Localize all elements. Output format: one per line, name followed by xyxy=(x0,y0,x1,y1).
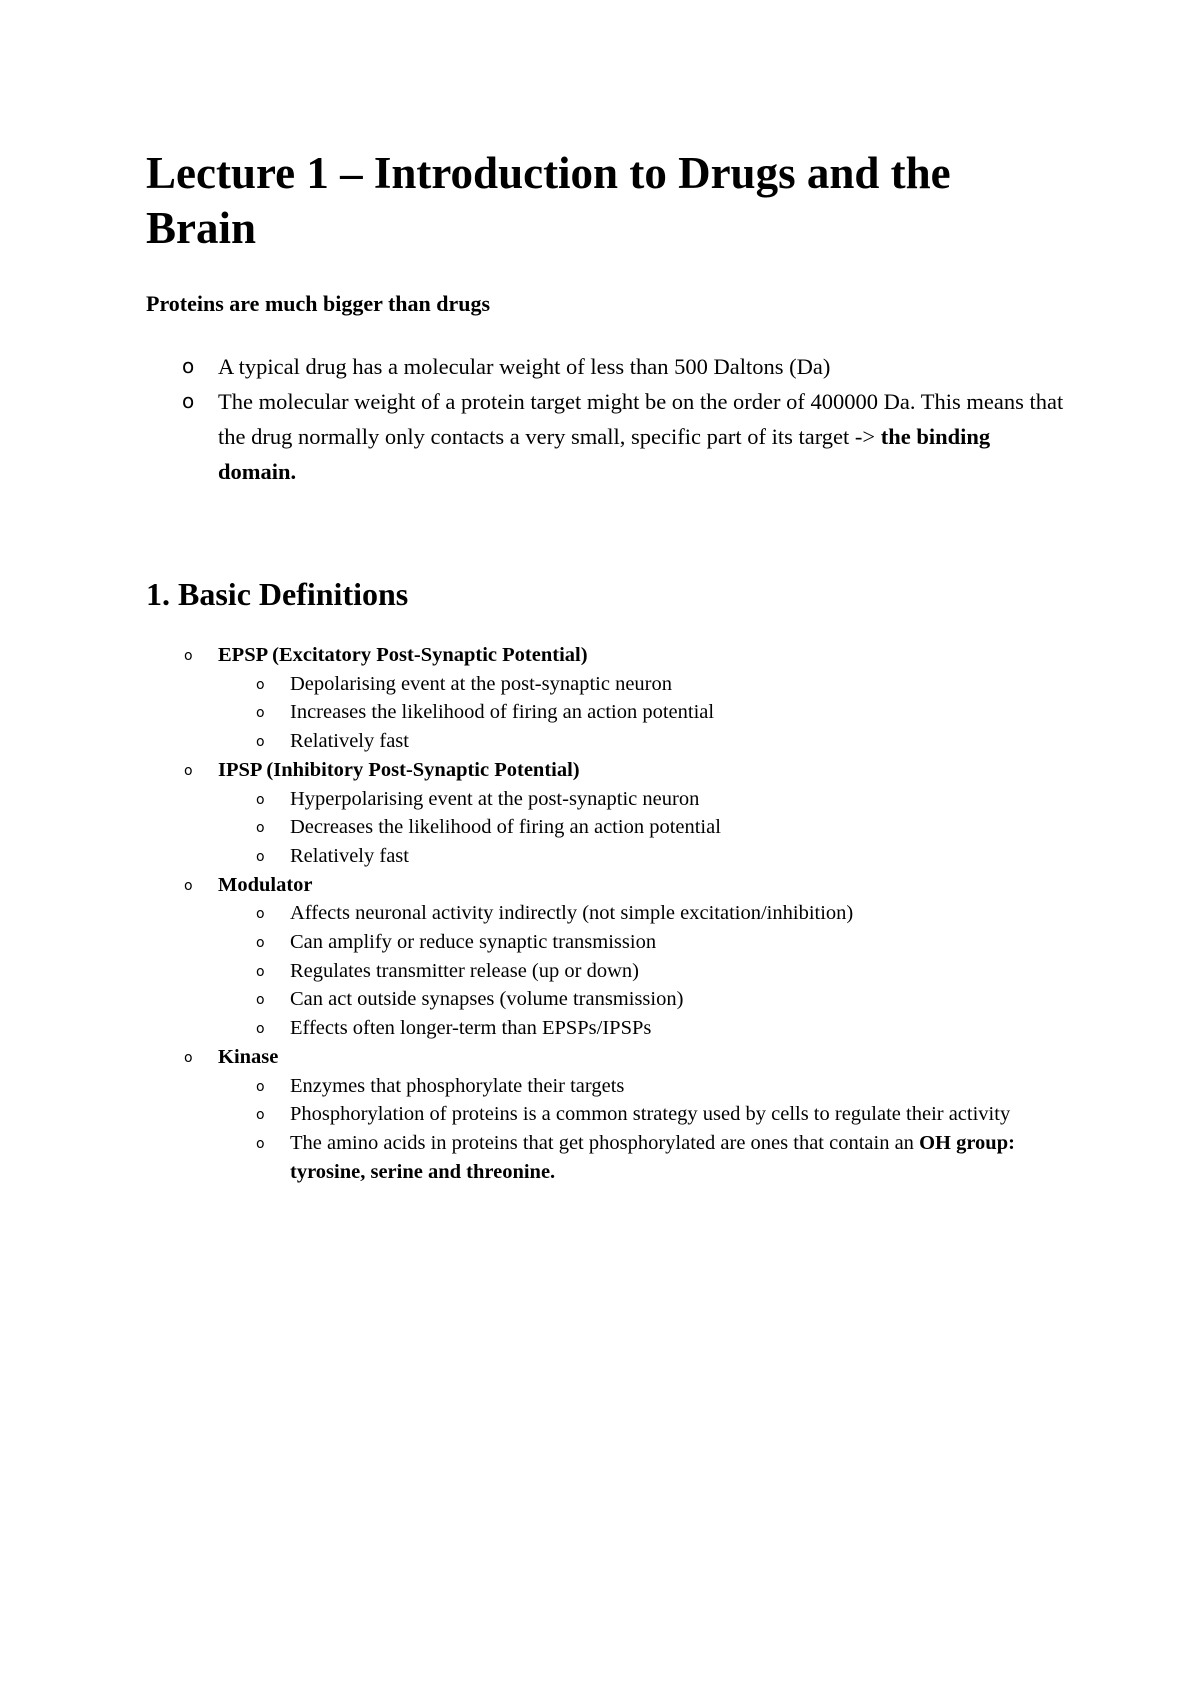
point-text: Effects often longer-term than EPSPs/IPSPs xyxy=(290,1017,652,1040)
list-item xyxy=(218,813,1066,842)
point-text: Can act outside synapses (volume transmission) xyxy=(290,988,684,1011)
definition-item xyxy=(146,756,1066,871)
list-item xyxy=(218,698,1066,727)
bullet-icon: o xyxy=(256,935,265,952)
definition-points xyxy=(218,670,1066,756)
list-item xyxy=(218,842,1066,871)
list-item xyxy=(146,349,1066,384)
bullet-icon: o xyxy=(256,734,265,751)
intro-item-text: The molecular weight of a protein target might be on the order of 400000 Da. This means that the drug normally only contacts a very small, specific part of its target -> xyxy=(218,389,1064,449)
point-bold-text: OH group: tyrosine, serine and threonine. xyxy=(290,1131,1015,1183)
point-text: Increases the likelihood of firing an action potential xyxy=(290,701,715,724)
bullet-icon: o xyxy=(256,820,265,837)
point-text: Hyperpolarising event at the post-synaptic neuron xyxy=(290,787,700,810)
point-text: Affects neuronal activity indirectly (not simple excitation/inhibition) xyxy=(290,902,854,925)
point-text: The amino acids in proteins that get phosphorylated are ones that contain an xyxy=(290,1131,920,1154)
definition-points xyxy=(218,785,1066,871)
bullet-icon: o xyxy=(256,1078,265,1095)
bullet-icon: o xyxy=(256,676,265,693)
definition-term: Modulator xyxy=(218,873,313,896)
definition-item xyxy=(146,871,1066,1043)
bullet-icon: o xyxy=(184,648,193,664)
bullet-icon: o xyxy=(256,791,265,808)
bullet-icon: o xyxy=(256,906,265,923)
point-text: Phosphorylation of proteins is a common strategy used by cells to regulate their activity xyxy=(290,1103,1011,1126)
intro-list xyxy=(146,349,1066,489)
bullet-icon: o xyxy=(256,963,265,980)
bullet-icon: o xyxy=(256,992,265,1009)
point-text: Decreases the likelihood of firing an action potential xyxy=(290,816,721,839)
list-item xyxy=(218,928,1066,957)
intro-heading: Proteins are much bigger than drugs xyxy=(146,291,491,316)
list-item xyxy=(218,785,1066,814)
list-item xyxy=(218,1014,1066,1043)
list-item xyxy=(146,384,1066,489)
bullet-icon: o xyxy=(184,1049,193,1066)
point-text: Regulates transmitter release (up or down) xyxy=(290,959,639,982)
list-item xyxy=(218,957,1066,986)
intro-item-text: A typical drug has a molecular weight of less than 500 Daltons (Da) xyxy=(218,354,831,379)
bullet-icon: o xyxy=(184,762,193,779)
bullet-icon: o xyxy=(256,705,265,722)
intro-item-bold-text: the binding domain. xyxy=(218,424,991,484)
bullet-icon: o xyxy=(182,389,195,413)
point-text: Relatively fast xyxy=(290,730,409,753)
list-item xyxy=(218,1072,1066,1101)
point-text: Depolarising event at the post-synaptic neuron xyxy=(290,672,672,695)
list-item xyxy=(218,1129,1066,1186)
list-item xyxy=(218,1100,1066,1129)
bullet-icon: o xyxy=(182,354,195,378)
list-item xyxy=(218,899,1066,928)
page-title: Lecture 1 – Introduction to Drugs and the Brain xyxy=(146,148,951,253)
definition-points xyxy=(218,1072,1066,1187)
definition-term: IPSP (Inhibitory Post-Synaptic Potential) xyxy=(218,758,580,781)
definition-points xyxy=(218,899,1066,1043)
definitions-list xyxy=(146,641,1066,1186)
definition-term: Kinase xyxy=(218,1045,279,1068)
point-text: Can amplify or reduce synaptic transmission xyxy=(290,931,657,954)
definition-item xyxy=(146,641,1066,756)
bullet-icon: o xyxy=(184,877,193,894)
section-heading: 1. Basic Definitions xyxy=(146,576,409,612)
definition-term: EPSP (Excitatory Post-Synaptic Potential) xyxy=(218,644,588,666)
point-text: Relatively fast xyxy=(290,844,409,867)
bullet-icon: o xyxy=(256,1021,265,1038)
bullet-icon: o xyxy=(256,1135,265,1152)
list-item xyxy=(218,985,1066,1014)
list-item xyxy=(218,670,1066,699)
bullet-icon: o xyxy=(256,1107,265,1124)
bullet-icon: o xyxy=(256,848,265,865)
definition-item xyxy=(146,1043,1066,1187)
list-item xyxy=(218,727,1066,756)
point-text: Enzymes that phosphorylate their targets xyxy=(290,1074,625,1097)
